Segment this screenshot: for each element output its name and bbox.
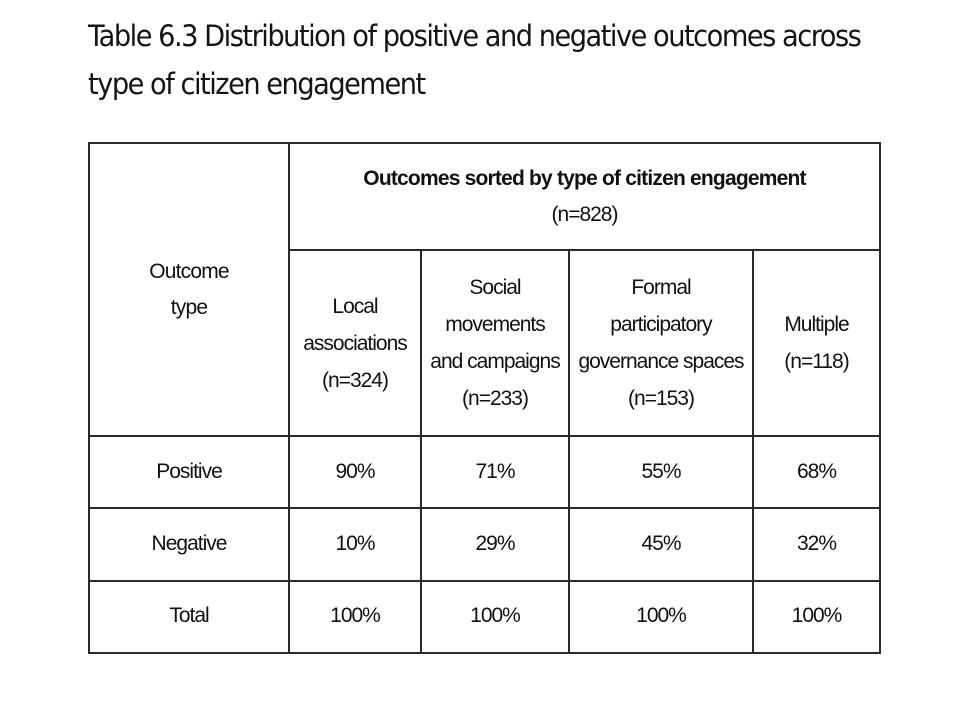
row-label-negative: Negative [89, 508, 289, 580]
table-row-total [89, 581, 880, 653]
table-cell: 10% [289, 508, 421, 580]
group-header-count: (n=828) [551, 202, 618, 226]
column-header-formal-participatory [569, 250, 753, 436]
column-header-line: movements [445, 313, 545, 337]
column-header-line: participatory [610, 313, 712, 337]
outcome-type-header [89, 143, 289, 436]
caption-line-2: type of citizen engagement [88, 67, 425, 101]
column-header-line: (n=324) [322, 368, 388, 392]
table-cell: 100% [753, 581, 880, 653]
column-header-line: Multiple [784, 313, 849, 337]
column-header-multiple [753, 250, 880, 436]
outcomes-table [88, 142, 881, 654]
column-header-line: Local [332, 294, 378, 318]
table-cell: 29% [421, 508, 569, 580]
table-cell: 71% [421, 436, 569, 508]
group-header [289, 143, 880, 250]
table-cell: 100% [421, 581, 569, 653]
column-header-local-associations [289, 250, 421, 436]
column-header-social-movements [421, 250, 569, 436]
outcome-type-header-line: type [170, 295, 208, 319]
table-caption [88, 12, 861, 108]
table-cell: 90% [289, 436, 421, 508]
row-label-total: Total [89, 581, 289, 653]
table-cell: 32% [753, 508, 880, 580]
column-header-line: (n=118) [784, 350, 849, 374]
table-cell: 55% [569, 436, 753, 508]
column-header-line: associations [303, 331, 407, 355]
column-header-line: (n=233) [462, 387, 528, 411]
column-header-line: and campaigns [430, 350, 560, 374]
table-row-positive [89, 436, 880, 508]
column-header-line: Formal [631, 276, 691, 300]
table-cell: 100% [289, 581, 421, 653]
column-header-line: (n=153) [628, 387, 694, 411]
column-header-line: Social [469, 276, 521, 300]
caption-line-1: Table 6.3 Distribution of positive and negative outcomes across [88, 19, 861, 53]
outcome-type-header-line: Outcome [149, 259, 229, 283]
group-header-title: Outcomes sorted by type of citizen engagement [363, 166, 806, 190]
table-cell: 68% [753, 436, 880, 508]
row-label-positive: Positive [89, 436, 289, 508]
table-cell: 100% [569, 581, 753, 653]
header-row-group [89, 143, 880, 250]
table-row-negative [89, 508, 880, 580]
column-header-line: governance spaces [578, 350, 744, 374]
table-cell: 45% [569, 508, 753, 580]
